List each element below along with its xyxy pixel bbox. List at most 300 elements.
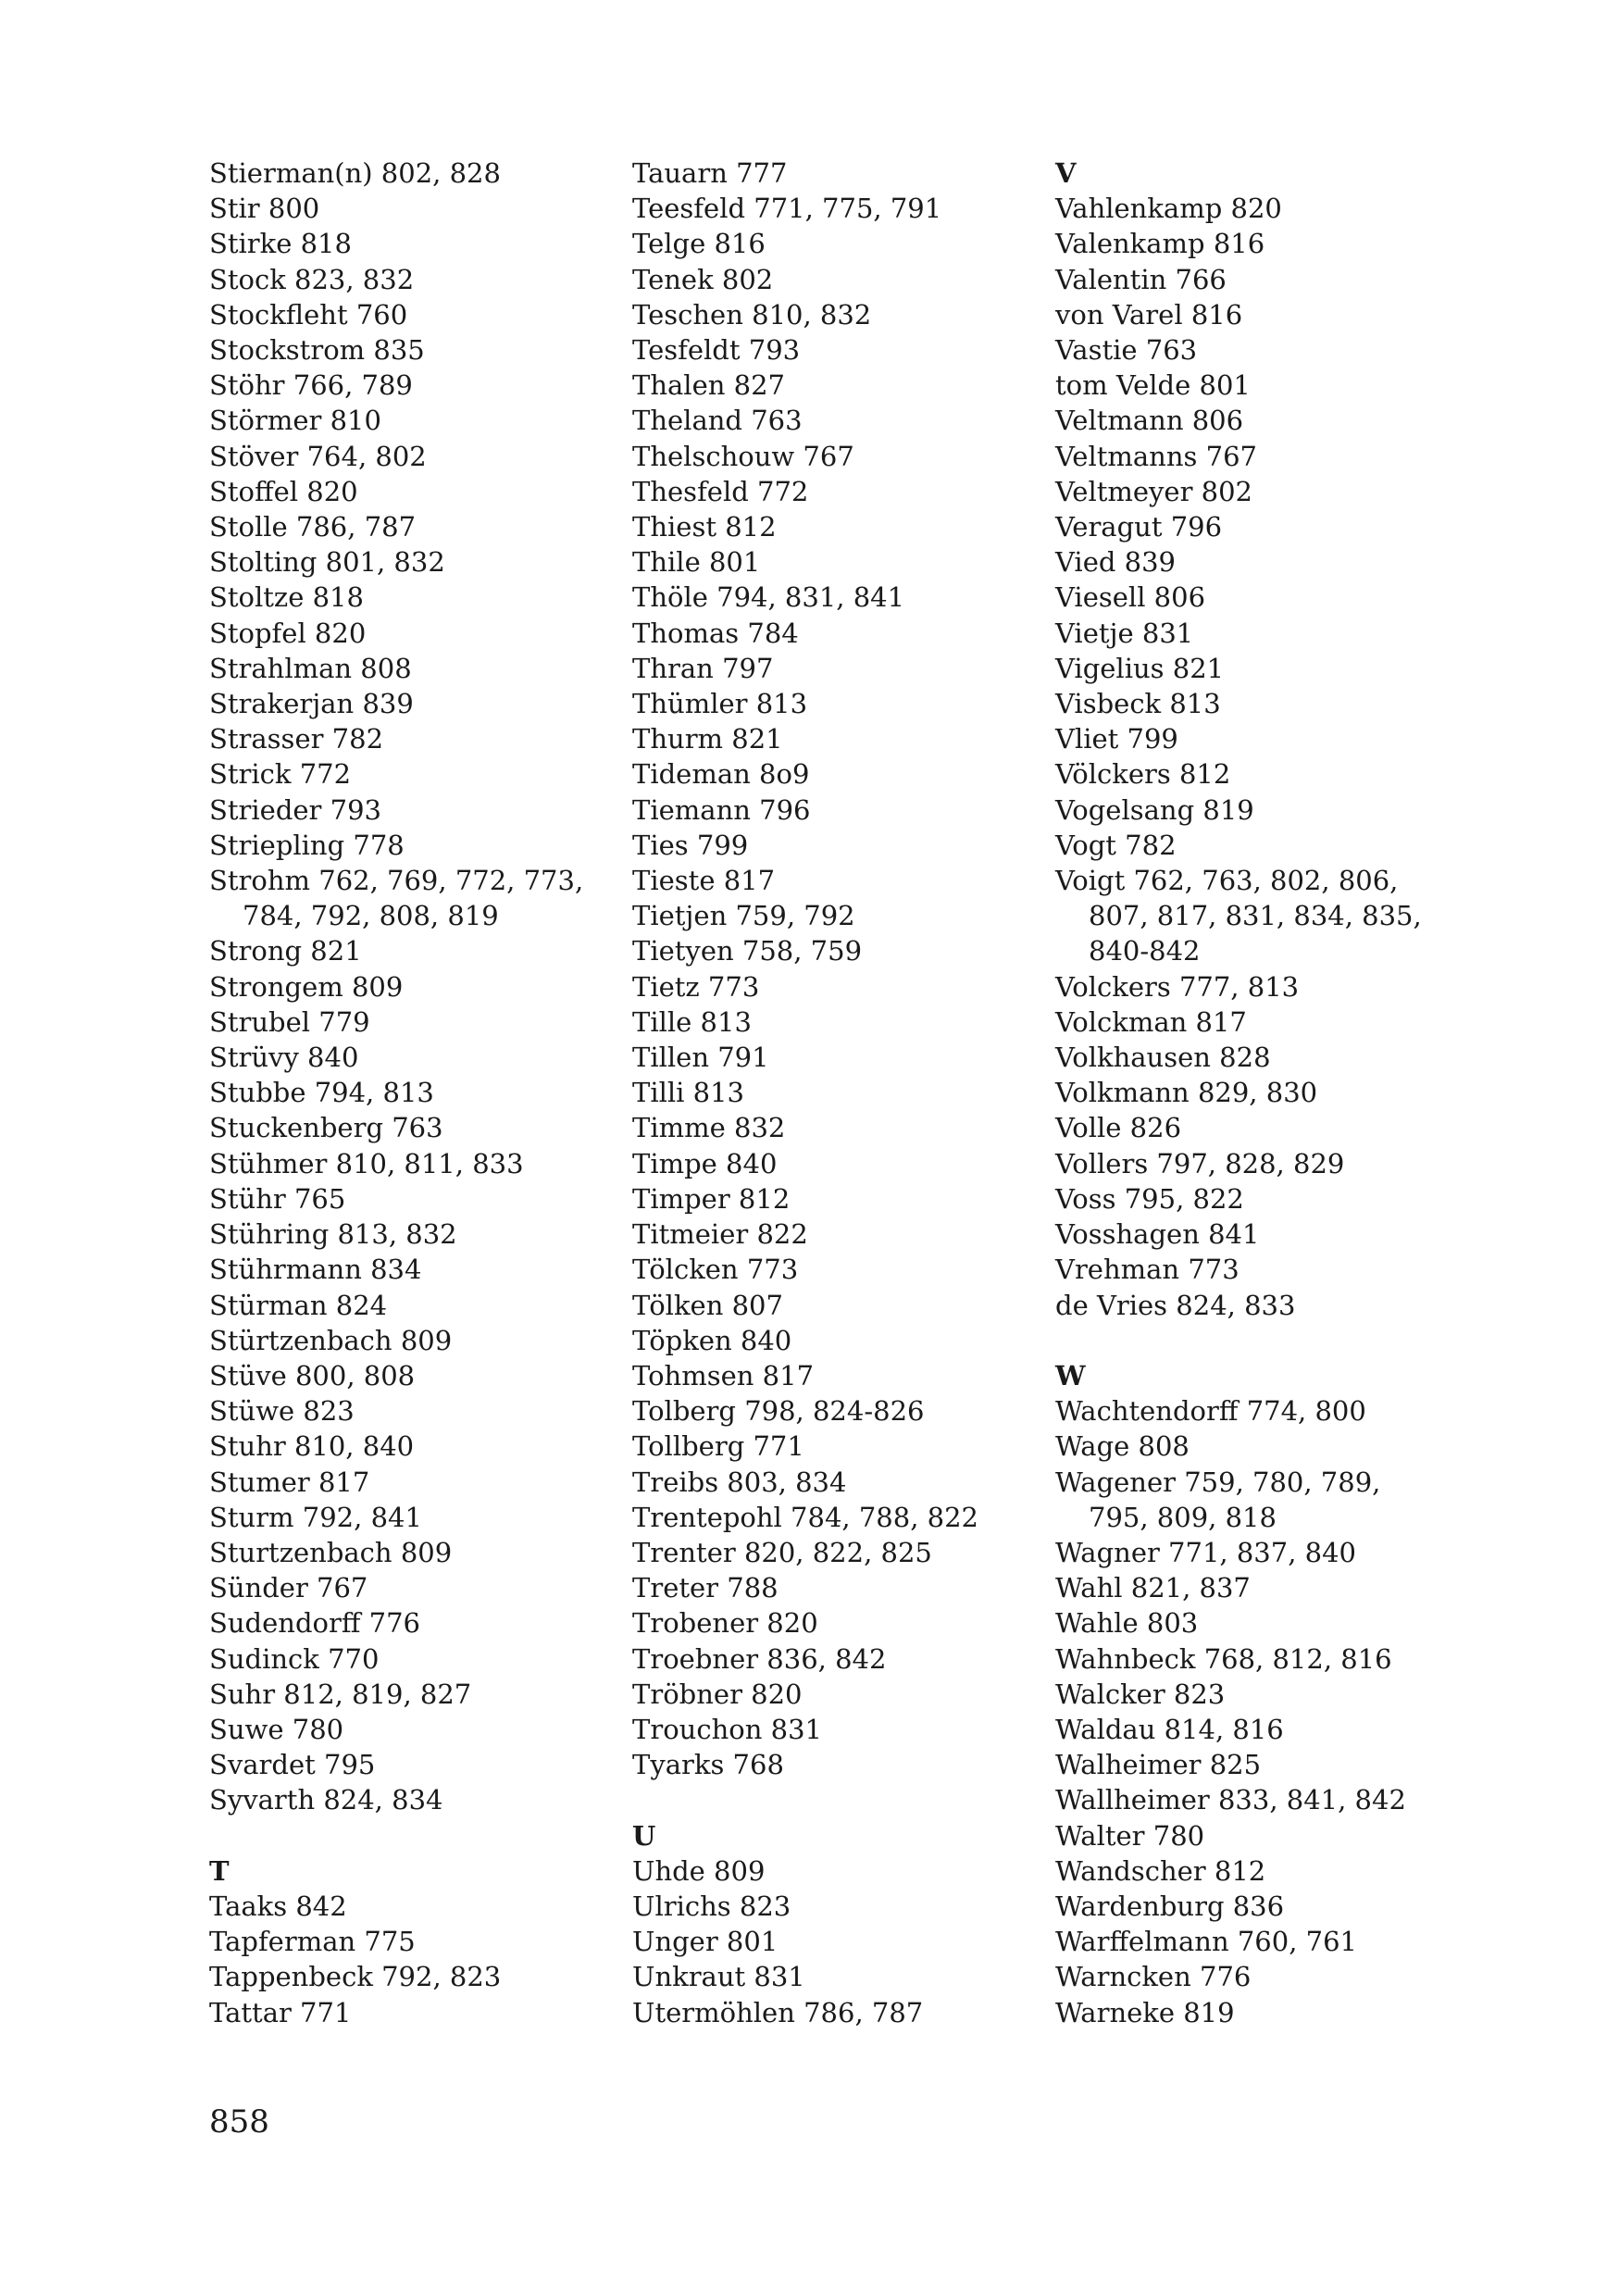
index-entry-text: Theland 763 bbox=[632, 405, 803, 437]
index-entry-text: Stöhr 766, 789 bbox=[209, 369, 413, 402]
section-letter: U bbox=[632, 1819, 656, 1852]
index-entry-text: Ties 799 bbox=[632, 829, 749, 861]
index-entry bbox=[1055, 1677, 1463, 1712]
index-entry bbox=[632, 756, 1040, 792]
index-entry-text: Vliet 799 bbox=[1055, 723, 1178, 755]
index-entry bbox=[632, 1181, 1040, 1217]
index-entry bbox=[209, 1712, 617, 1747]
index-entry-text: Vollers 797, 828, 829 bbox=[1055, 1147, 1345, 1179]
index-entry-text: Trobener 820 bbox=[632, 1607, 818, 1640]
index-entry-text: Valentin 766 bbox=[1055, 263, 1227, 295]
index-entry-text: Treter 788 bbox=[632, 1572, 779, 1604]
index-entry bbox=[1055, 544, 1463, 580]
index-entry bbox=[1055, 1641, 1463, 1677]
index-entry-text: Stühring 813, 832 bbox=[209, 1218, 457, 1251]
index-entry bbox=[1055, 1959, 1463, 1994]
index-entry bbox=[209, 1181, 617, 1217]
index-entry bbox=[1055, 226, 1463, 261]
index-entry bbox=[632, 1288, 1040, 1323]
index-entry-text: Stolting 801, 832 bbox=[209, 546, 445, 579]
index-entry bbox=[632, 1677, 1040, 1712]
index-entry bbox=[1055, 297, 1463, 332]
index-entry-text: Unger 801 bbox=[632, 1926, 779, 1958]
index-entry bbox=[209, 1004, 617, 1040]
index-column-3 bbox=[1055, 156, 1463, 2030]
index-entry bbox=[632, 1217, 1040, 1252]
index-entry-text: Tilli 813 bbox=[632, 1077, 745, 1109]
index-entry bbox=[1055, 1924, 1463, 1959]
index-entry bbox=[632, 933, 1040, 968]
section-letter: T bbox=[209, 1854, 230, 1887]
index-entry bbox=[632, 226, 1040, 261]
index-entry bbox=[209, 580, 617, 615]
index-entry-text: Wagener 759, 780, 789, bbox=[1055, 1466, 1381, 1498]
index-entry bbox=[209, 474, 617, 509]
index-entry-text: Thümler 813 bbox=[632, 688, 808, 720]
index-entry bbox=[632, 1040, 1040, 1075]
section-letter: V bbox=[1055, 157, 1077, 189]
index-entry-text: Utermöhlen 786, 787 bbox=[632, 1996, 924, 2028]
index-entry bbox=[209, 156, 617, 191]
index-entry-text: Svardet 795 bbox=[209, 1749, 376, 1781]
index-entry bbox=[1055, 1288, 1463, 1323]
index-entry-text: Tollberg 771 bbox=[632, 1430, 804, 1463]
index-entry bbox=[1055, 1782, 1463, 1817]
index-entry-text: Vied 839 bbox=[1055, 546, 1177, 579]
index-entry-text: Strakerjan 839 bbox=[209, 688, 414, 720]
index-entry bbox=[209, 226, 617, 261]
index-entry bbox=[209, 439, 617, 474]
index-entry-text: Strahlman 808 bbox=[209, 652, 412, 684]
index-entry-text: Tröbner 820 bbox=[632, 1678, 803, 1710]
index-entry bbox=[632, 1429, 1040, 1464]
index-entry bbox=[209, 1358, 617, 1393]
index-entry bbox=[632, 1605, 1040, 1641]
index-entry-text: Wachtendorff 774, 800 bbox=[1055, 1395, 1366, 1428]
index-entry bbox=[632, 1075, 1040, 1110]
index-entry bbox=[632, 1712, 1040, 1747]
index-entry-text: Voigt 762, 763, 802, 806, bbox=[1055, 865, 1399, 897]
index-entry-text: Strubel 779 bbox=[209, 1005, 370, 1038]
index-entry bbox=[209, 1217, 617, 1252]
index-entry-continuation: 784, 792, 808, 819 bbox=[243, 900, 499, 932]
index-entry-text: Stierman(n) 802, 828 bbox=[209, 157, 501, 189]
index-entry bbox=[632, 721, 1040, 756]
index-entry-text: Warncken 776 bbox=[1055, 1961, 1252, 1993]
index-entry bbox=[209, 1110, 617, 1145]
index-entry-text: Thalen 827 bbox=[632, 369, 785, 402]
index-entry-text: Strong 821 bbox=[209, 935, 362, 967]
index-entry bbox=[209, 686, 617, 721]
index-entry-text: Thöle 794, 831, 841 bbox=[632, 581, 905, 614]
index-entry-text: Vahlenkamp 820 bbox=[1055, 193, 1282, 225]
index-entry-text: Vosshagen 841 bbox=[1055, 1218, 1260, 1251]
page-number: 858 bbox=[209, 2103, 269, 2140]
index-entry bbox=[632, 792, 1040, 828]
index-entry-text: Wardenburg 836 bbox=[1055, 1890, 1285, 1922]
index-entry-text: Störmer 810 bbox=[209, 405, 381, 437]
index-entry bbox=[209, 332, 617, 368]
index-entry bbox=[209, 1323, 617, 1358]
index-entry-text: Teschen 810, 832 bbox=[632, 298, 872, 331]
index-entry bbox=[632, 191, 1040, 226]
index-entry-text: Tyarks 768 bbox=[632, 1749, 784, 1781]
index-entry-text: Stopfel 820 bbox=[209, 617, 367, 649]
index-entry-text: Tenek 802 bbox=[632, 263, 774, 295]
index-entry-text: Stumer 817 bbox=[209, 1466, 370, 1498]
index-entry bbox=[209, 1429, 617, 1464]
index-entry-text: Sudendorff 776 bbox=[209, 1607, 421, 1640]
index-entry bbox=[209, 1959, 617, 1994]
index-entry bbox=[209, 1288, 617, 1323]
index-entry bbox=[632, 1924, 1040, 1959]
index-entry bbox=[209, 368, 617, 403]
index-entry-text: Trouchon 831 bbox=[632, 1713, 822, 1745]
index-entry bbox=[209, 792, 617, 828]
index-entry-text: Stuhr 810, 840 bbox=[209, 1430, 415, 1463]
index-entry bbox=[1055, 439, 1463, 474]
index-entry-text: Stüve 800, 808 bbox=[209, 1359, 416, 1391]
index-entry-text: Thran 797 bbox=[632, 652, 774, 684]
index-entry bbox=[632, 1959, 1040, 1994]
index-entry-text: Stührmann 834 bbox=[209, 1254, 422, 1286]
index-entry bbox=[1055, 1181, 1463, 1217]
index-entry bbox=[1055, 1712, 1463, 1747]
index-entry bbox=[632, 969, 1040, 1004]
index-entry-text: Vogelsang 819 bbox=[1055, 793, 1254, 826]
index-entry-text: Tappenbeck 792, 823 bbox=[209, 1961, 502, 1993]
index-entry-text: Tieste 817 bbox=[632, 865, 776, 897]
index-entry bbox=[209, 1889, 617, 1924]
index-entry-text: Visbeck 813 bbox=[1055, 688, 1221, 720]
index-entry bbox=[1055, 756, 1463, 792]
index-entry-text: Uhde 809 bbox=[632, 1854, 766, 1887]
index-entry-text: Wandscher 812 bbox=[1055, 1854, 1266, 1887]
index-entry bbox=[209, 933, 617, 968]
index-entry bbox=[1055, 828, 1463, 863]
index-entry bbox=[1055, 368, 1463, 403]
index-entry-text: von Varel 816 bbox=[1055, 298, 1243, 331]
index-entry bbox=[632, 509, 1040, 544]
index-entry bbox=[209, 756, 617, 792]
index-entry-text: Töpken 840 bbox=[632, 1324, 792, 1356]
index-entry-text: Volckers 777, 813 bbox=[1055, 970, 1300, 1003]
index-entry bbox=[632, 1641, 1040, 1677]
index-entry-text: Tietyen 758, 759 bbox=[632, 935, 863, 967]
index-entry-text: Vietje 831 bbox=[1055, 617, 1194, 649]
index-entry bbox=[632, 1889, 1040, 1924]
index-entry bbox=[1055, 1040, 1463, 1075]
index-entry-text: Stoffel 820 bbox=[209, 475, 358, 507]
index-entry bbox=[632, 1500, 1040, 1535]
index-entry-text: Veltmanns 767 bbox=[1055, 440, 1257, 472]
index-entry-text: Stir 800 bbox=[209, 193, 320, 225]
index-entry-text: Voss 795, 822 bbox=[1055, 1182, 1244, 1215]
index-entry bbox=[632, 403, 1040, 438]
index-entry-text: Stüwe 823 bbox=[209, 1395, 355, 1428]
index-entry bbox=[632, 1323, 1040, 1358]
index-entry-continuation: 795, 809, 818 bbox=[1089, 1501, 1277, 1533]
index-column-1 bbox=[209, 156, 617, 2030]
index-entry bbox=[209, 297, 617, 332]
index-entry-text: Stoltze 818 bbox=[209, 581, 364, 614]
index-entry bbox=[1055, 1004, 1463, 1040]
index-entry-text: Waldau 814, 816 bbox=[1055, 1713, 1284, 1745]
index-entry bbox=[632, 580, 1040, 615]
section-gap bbox=[1055, 1323, 1463, 1358]
index-entry-text: Vastie 763 bbox=[1055, 334, 1198, 367]
index-entry bbox=[209, 1782, 617, 1817]
index-entry-text: Volle 826 bbox=[1055, 1112, 1182, 1144]
index-entry bbox=[632, 651, 1040, 686]
index-entry-text: Thelschouw 767 bbox=[632, 440, 854, 472]
index-entry bbox=[209, 1995, 617, 2030]
index-entry-text: Thomas 784 bbox=[632, 617, 799, 649]
index-entry-text: Thile 801 bbox=[632, 546, 761, 579]
index-entry-text: Suwe 780 bbox=[209, 1713, 344, 1745]
index-entry-text: tom Velde 801 bbox=[1055, 369, 1251, 402]
index-entry-text: Taaks 842 bbox=[209, 1890, 347, 1922]
index-entry bbox=[1055, 686, 1463, 721]
index-entry-text: Stürtzenbach 809 bbox=[209, 1324, 453, 1356]
index-entry-text: Veltmeyer 802 bbox=[1055, 475, 1253, 507]
index-entry-text: Tille 813 bbox=[632, 1005, 752, 1038]
index-entry-text: Unkraut 831 bbox=[632, 1961, 805, 1993]
index-entry bbox=[209, 1393, 617, 1429]
index-entry-continuation: 807, 817, 831, 834, 835, bbox=[1089, 900, 1422, 932]
index-entry bbox=[1055, 403, 1463, 438]
index-entry-text: Syvarth 824, 834 bbox=[209, 1784, 443, 1816]
section-gap bbox=[209, 1818, 617, 1853]
index-entry-text: Volkhausen 828 bbox=[1055, 1042, 1271, 1074]
index-entry-text: Volckman 817 bbox=[1055, 1005, 1247, 1038]
index-entry bbox=[209, 1605, 617, 1641]
index-entry bbox=[1055, 1747, 1463, 1782]
index-entry bbox=[209, 262, 617, 297]
index-entry-text: Vogt 782 bbox=[1055, 829, 1177, 861]
index-entry bbox=[209, 1924, 617, 1959]
index-entry bbox=[632, 1535, 1040, 1570]
index-entry bbox=[209, 509, 617, 544]
index-entry-text: Tohmsen 817 bbox=[632, 1359, 815, 1391]
index-entry bbox=[209, 1252, 617, 1287]
index-entry-text: Wahnbeck 768, 812, 816 bbox=[1055, 1642, 1392, 1675]
index-entry bbox=[1055, 651, 1463, 686]
index-entry-continuation: 840-842 bbox=[1089, 935, 1201, 967]
index-entry-text: Suhr 812, 819, 827 bbox=[209, 1678, 472, 1710]
index-entry-text: Telge 816 bbox=[632, 228, 766, 260]
section-letter: W bbox=[1055, 1359, 1086, 1391]
index-entry-text: Teesfeld 771, 775, 791 bbox=[632, 193, 942, 225]
index-entry bbox=[1055, 1605, 1463, 1641]
index-entry-text: Stürman 824 bbox=[209, 1289, 388, 1321]
index-entry bbox=[632, 544, 1040, 580]
index-entry bbox=[209, 403, 617, 438]
index-entry bbox=[209, 721, 617, 756]
index-entry-text: Sünder 767 bbox=[209, 1572, 368, 1604]
index-entry-text: Trenter 820, 822, 825 bbox=[632, 1536, 932, 1568]
index-entry bbox=[632, 262, 1040, 297]
index-entry-text: Vrehman 773 bbox=[1055, 1254, 1240, 1286]
index-entry bbox=[1055, 1995, 1463, 2030]
index-entry bbox=[209, 828, 617, 863]
index-entry-text: Veltmann 806 bbox=[1055, 405, 1244, 437]
index-entry-text: Wahl 821, 837 bbox=[1055, 1572, 1251, 1604]
index-entry bbox=[632, 1570, 1040, 1605]
index-entry-text: Tietjen 759, 792 bbox=[632, 900, 855, 932]
index-entry bbox=[209, 1677, 617, 1712]
index-entry-text: Stirke 818 bbox=[209, 228, 352, 260]
index-entry-text: Warffelmann 760, 761 bbox=[1055, 1926, 1357, 1958]
index-entry-text: Tattar 771 bbox=[209, 1996, 352, 2028]
index-entry-text: Striepling 778 bbox=[209, 829, 405, 861]
index-entry-text: Wage 808 bbox=[1055, 1430, 1190, 1463]
index-entry-text: Sudinck 770 bbox=[209, 1642, 380, 1675]
index-entry-text: Warneke 819 bbox=[1055, 1996, 1235, 2028]
index-entry bbox=[632, 1252, 1040, 1287]
index-entry-text: Viesell 806 bbox=[1055, 581, 1206, 614]
index-entry-text: Tillen 791 bbox=[632, 1042, 769, 1074]
index-entry bbox=[1055, 1818, 1463, 1853]
index-entry-text: Timme 832 bbox=[632, 1112, 786, 1144]
index-entry bbox=[1055, 1217, 1463, 1252]
index-entry bbox=[1055, 792, 1463, 828]
index-entry-text: Strüvy 840 bbox=[209, 1042, 359, 1074]
index-entry bbox=[632, 863, 1040, 898]
index-entry-text: Völckers 812 bbox=[1055, 758, 1231, 791]
index-entry-text: Stock 823, 832 bbox=[209, 263, 415, 295]
index-entry-text: Thurm 821 bbox=[632, 723, 783, 755]
index-entry-text: Timper 812 bbox=[632, 1182, 791, 1215]
index-entry-text: Troebner 836, 842 bbox=[632, 1642, 887, 1675]
index-entry bbox=[1055, 332, 1463, 368]
index-entry bbox=[209, 1641, 617, 1677]
index-entry bbox=[1055, 580, 1463, 615]
index-entry bbox=[632, 898, 1040, 933]
index-entry-text: Walcker 823 bbox=[1055, 1678, 1226, 1710]
index-entry-text: Tölcken 773 bbox=[632, 1254, 799, 1286]
index-entry bbox=[209, 1465, 617, 1500]
index-entry bbox=[1055, 1429, 1463, 1464]
index-entry bbox=[632, 474, 1040, 509]
index-entry-text: Thiest 812 bbox=[632, 511, 777, 543]
index-entry bbox=[209, 1570, 617, 1605]
index-entry bbox=[209, 1747, 617, 1782]
index-entry-text: Tölken 807 bbox=[632, 1289, 783, 1321]
index-entry-text: Wahle 803 bbox=[1055, 1607, 1199, 1640]
index-entry bbox=[632, 686, 1040, 721]
index-entry bbox=[1055, 262, 1463, 297]
index-entry bbox=[1055, 474, 1463, 509]
index-entry-text: Titmeier 822 bbox=[632, 1218, 808, 1251]
index-entry bbox=[209, 1040, 617, 1075]
index-entry bbox=[1055, 1535, 1463, 1570]
index-entry bbox=[1055, 1853, 1463, 1889]
index-entry-text: Strasser 782 bbox=[209, 723, 384, 755]
index-entry bbox=[632, 1146, 1040, 1181]
index-entry-text: Tesfeldt 793 bbox=[632, 334, 801, 367]
index-entry bbox=[209, 1075, 617, 1110]
index-entry bbox=[632, 439, 1040, 474]
index-entry bbox=[1055, 721, 1463, 756]
index-entry bbox=[1055, 1393, 1463, 1429]
index-entry-text: Tiemann 796 bbox=[632, 793, 811, 826]
index-entry bbox=[209, 544, 617, 580]
index-entry-text: Tolberg 798, 824-826 bbox=[632, 1395, 925, 1428]
index-entry bbox=[632, 1853, 1040, 1889]
index-entry bbox=[209, 1535, 617, 1570]
index-entry-text: Stockfleht 760 bbox=[209, 298, 408, 331]
index-entry-text: Tauarn 777 bbox=[632, 157, 788, 189]
index-entry bbox=[1055, 863, 1463, 969]
index-entry bbox=[632, 332, 1040, 368]
index-entry-text: Ulrichs 823 bbox=[632, 1890, 791, 1922]
index-entry-text: Timpe 840 bbox=[632, 1147, 778, 1179]
index-entry-text: Sturtzenbach 809 bbox=[209, 1536, 453, 1568]
index-entry bbox=[632, 1995, 1040, 2030]
index-entry-text: Stöver 764, 802 bbox=[209, 440, 427, 472]
index-entry bbox=[632, 1747, 1040, 1782]
index-entry bbox=[209, 969, 617, 1004]
index-entry bbox=[209, 863, 617, 933]
index-column-2 bbox=[632, 156, 1040, 2030]
index-entry bbox=[632, 1004, 1040, 1040]
index-entry bbox=[1055, 1146, 1463, 1181]
index-entry bbox=[1055, 1252, 1463, 1287]
index-entry bbox=[1055, 1075, 1463, 1110]
index-entry bbox=[632, 828, 1040, 863]
index-entry-text: Thesfeld 772 bbox=[632, 475, 809, 507]
index-entry bbox=[632, 368, 1040, 403]
index-entry bbox=[1055, 1465, 1463, 1535]
index-entry bbox=[1055, 1570, 1463, 1605]
index-entry-text: Strohm 762, 769, 772, 773, bbox=[209, 865, 584, 897]
index-entry-text: Stockstrom 835 bbox=[209, 334, 425, 367]
index-entry-text: Strieder 793 bbox=[209, 793, 381, 826]
index-entry-text: Trentepohl 784, 788, 822 bbox=[632, 1501, 978, 1533]
index-entry bbox=[209, 651, 617, 686]
index-entry-text: Walheimer 825 bbox=[1055, 1749, 1262, 1781]
index-entry bbox=[209, 1146, 617, 1181]
index-entry bbox=[632, 1358, 1040, 1393]
index-entry-text: Strick 772 bbox=[209, 758, 352, 791]
index-entry bbox=[632, 616, 1040, 651]
index-entry-text: Sturm 792, 841 bbox=[209, 1501, 422, 1533]
index-entry bbox=[1055, 1889, 1463, 1924]
index-entry bbox=[1055, 1110, 1463, 1145]
index-entry-text: Tietz 773 bbox=[632, 970, 760, 1003]
index-entry-text: Stolle 786, 787 bbox=[209, 511, 417, 543]
index-entry bbox=[632, 156, 1040, 191]
section-gap bbox=[632, 1782, 1040, 1817]
index-entry bbox=[632, 1393, 1040, 1429]
index-entry-text: Treibs 803, 834 bbox=[632, 1466, 847, 1498]
index-entry-text: Tapferman 775 bbox=[209, 1926, 416, 1958]
index-entry-text: Stühmer 810, 811, 833 bbox=[209, 1147, 524, 1179]
index-entry bbox=[1055, 616, 1463, 651]
index-entry-text: Stubbe 794, 813 bbox=[209, 1077, 434, 1109]
index-entry-text: Walter 780 bbox=[1055, 1819, 1205, 1852]
index-entry-text: Stühr 765 bbox=[209, 1182, 346, 1215]
index-entry bbox=[632, 297, 1040, 332]
index-entry-text: Valenkamp 816 bbox=[1055, 228, 1265, 260]
index-entry-text: Wallheimer 833, 841, 842 bbox=[1055, 1784, 1406, 1816]
index-entry bbox=[209, 616, 617, 651]
index-entry bbox=[1055, 509, 1463, 544]
index-entry-text: Wagner 771, 837, 840 bbox=[1055, 1536, 1356, 1568]
index-entry bbox=[209, 1500, 617, 1535]
index-entry-text: Tideman 8o9 bbox=[632, 758, 810, 791]
